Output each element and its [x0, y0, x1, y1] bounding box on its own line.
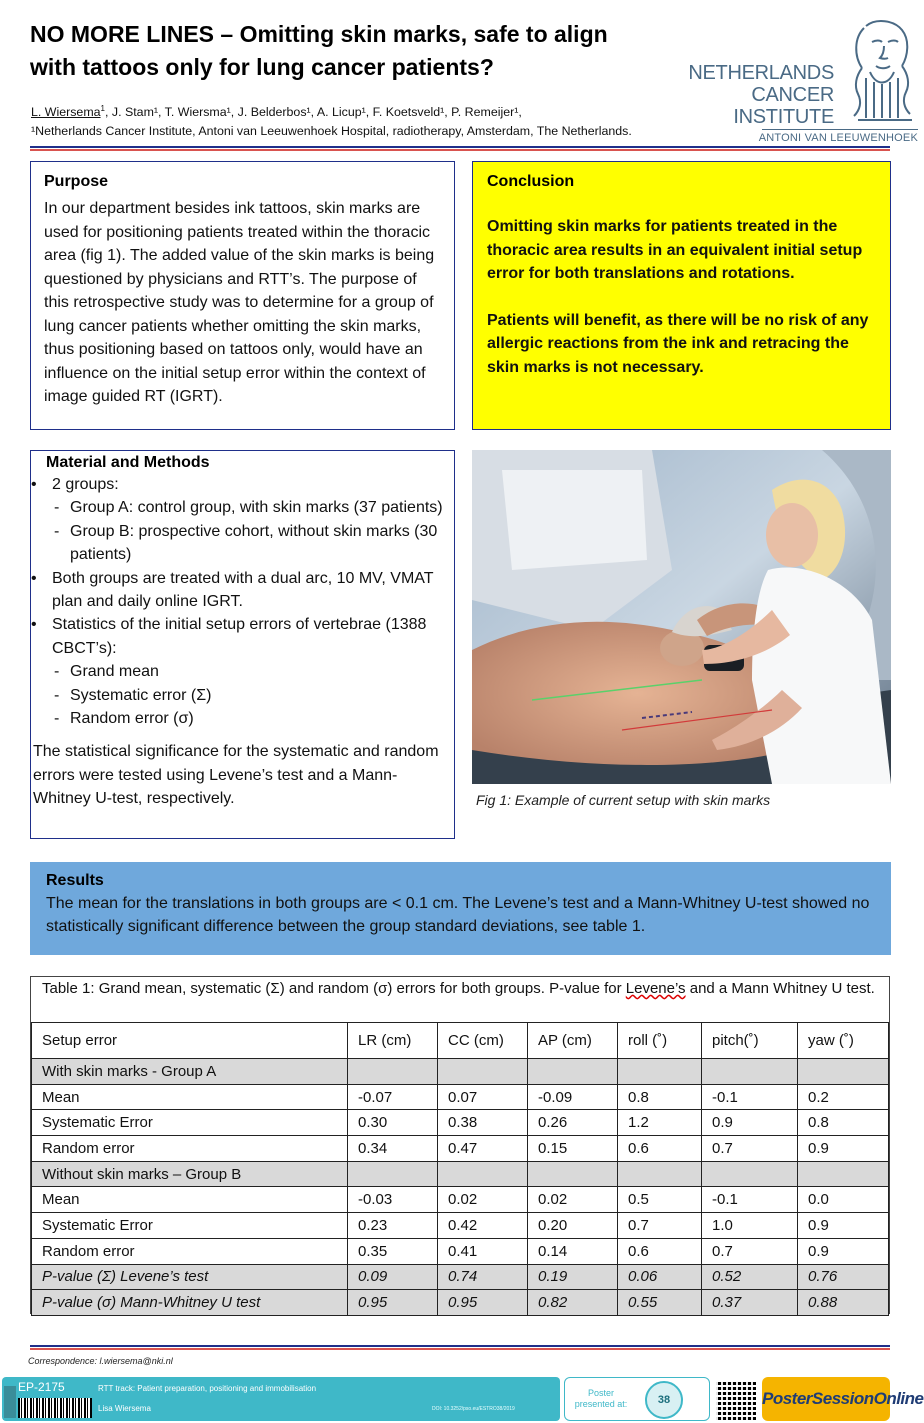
row-label-cell: Systematic Error — [32, 1213, 348, 1239]
row-label-cell: Random error — [32, 1238, 348, 1264]
logo-line-2: CANCER — [751, 84, 834, 106]
results-heading: Results — [46, 872, 104, 889]
results-section — [30, 862, 891, 955]
list-item: - Random error (σ) — [31, 707, 454, 730]
doi-label: DOI: 10.3252/pso.eu/ESTRO38/2019 — [432, 1406, 515, 1412]
leeuwenhoek-portrait-icon — [836, 16, 916, 128]
value-cell: 0.47 — [438, 1136, 528, 1162]
row-label-cell: Mean — [32, 1187, 348, 1213]
results-table-block — [30, 976, 890, 1314]
value-cell: 1.0 — [702, 1213, 798, 1239]
methods-closing: The statistical significance for the systematic and random errors were tested using Levene’s test and a Mann-Whitney U-test, respectively. — [33, 743, 439, 808]
other-authors: , J. Stam¹, T. Wiersma¹, J. Belderbos¹, A. Licup¹, F. Koetsveld¹, P. Remeijer¹, — [105, 105, 522, 120]
list-item: - Group B: prospective cohort, without skin marks (30 patients) — [31, 520, 454, 567]
value-cell: -0.07 — [348, 1084, 438, 1110]
value-cell: 0.88 — [798, 1290, 889, 1316]
purpose-text: In our department besides ink tattoos, skin marks are used for positioning patients treated within the thoracic area (fig 1). The added value of the skin marks is being questioned by physicians and RTT’s. The purpose of this retrospective study was to determine for a group of lung cancer patients whether omitting the skin marks, thus positioning based on tattoos only, would have an influence on the initial setup error within the context of image guided RT (IGRT). — [44, 200, 435, 405]
value-cell — [438, 1161, 528, 1187]
logo-line-1: NETHERLANDS — [688, 62, 834, 84]
list-item: • Both groups are treated with a dual arc, 10 MV, VMAT plan and daily online IGRT. — [31, 567, 454, 614]
value-cell: 0.26 — [528, 1110, 618, 1136]
presented-at-box — [564, 1377, 710, 1421]
row-label-cell: P-value (Σ) Levene’s test — [32, 1264, 348, 1290]
table-row — [32, 1084, 889, 1110]
table-row — [32, 1136, 889, 1162]
value-cell: 0.23 — [348, 1213, 438, 1239]
poster-code-side-tab — [4, 1386, 16, 1418]
logo-line-4: ANTONI VAN LEEUWENHOEK — [758, 132, 918, 144]
value-cell: 0.7 — [702, 1136, 798, 1162]
value-cell: 0.0 — [798, 1187, 889, 1213]
list-item: • 2 groups: — [31, 473, 454, 496]
header-divider — [30, 146, 890, 151]
value-cell: CC (cm) — [438, 1023, 528, 1059]
treatment-setup-photo — [472, 450, 891, 784]
methods-section — [30, 450, 455, 839]
first-author: L. Wiersema — [31, 105, 101, 120]
value-cell — [528, 1161, 618, 1187]
table-row — [32, 1238, 889, 1264]
value-cell: 0.38 — [438, 1110, 528, 1136]
correspondence: Correspondence: l.wiersema@nki.nl — [28, 1356, 173, 1366]
table-row — [32, 1213, 889, 1239]
value-cell: 0.15 — [528, 1136, 618, 1162]
row-label-cell: Without skin marks – Group B — [32, 1161, 348, 1187]
value-cell: 0.09 — [348, 1264, 438, 1290]
value-cell: 0.42 — [438, 1213, 528, 1239]
row-label-cell: With skin marks - Group A — [32, 1059, 348, 1085]
list-item: - Grand mean — [31, 660, 454, 683]
value-cell: 0.2 — [798, 1084, 889, 1110]
value-cell — [702, 1059, 798, 1085]
value-cell: 0.02 — [528, 1187, 618, 1213]
value-cell: 0.8 — [798, 1110, 889, 1136]
value-cell — [438, 1059, 528, 1085]
title-line-2: with tattoos only for lung cancer patients? — [30, 54, 494, 80]
row-label-cell: P-value (σ) Mann-Whitney U test — [32, 1290, 348, 1316]
value-cell: 0.95 — [438, 1290, 528, 1316]
poster-title — [30, 18, 690, 84]
barcode-icon — [18, 1398, 92, 1418]
value-cell — [702, 1161, 798, 1187]
list-item: • Statistics of the initial setup errors of vertebrae (1388 CBCT’s): — [31, 613, 454, 660]
conclusion-para-1: Omitting skin marks for patients treated in the thoracic area results in an equivalent initial setup error for both translations and rotations. — [487, 218, 863, 282]
value-cell: -0.09 — [528, 1084, 618, 1110]
value-cell: 0.30 — [348, 1110, 438, 1136]
value-cell — [798, 1059, 889, 1085]
value-cell: 0.82 — [528, 1290, 618, 1316]
value-cell: 0.7 — [618, 1213, 702, 1239]
table-caption-part-1: Table 1: Grand mean, systematic (Σ) and random (σ) errors for both groups. P-value for — [42, 980, 626, 997]
value-cell: 0.6 — [618, 1238, 702, 1264]
value-cell — [618, 1161, 702, 1187]
table-pvalue-row — [32, 1290, 889, 1316]
list-item: - Group A: control group, with skin marks (37 patients) — [31, 496, 454, 519]
value-cell: 0.07 — [438, 1084, 528, 1110]
value-cell: 0.8 — [618, 1084, 702, 1110]
value-cell: 0.06 — [618, 1264, 702, 1290]
qr-code-icon[interactable] — [716, 1380, 756, 1420]
value-cell: 0.19 — [528, 1264, 618, 1290]
value-cell: 0.35 — [348, 1238, 438, 1264]
footer-divider — [30, 1345, 890, 1350]
table-pvalue-row — [32, 1264, 889, 1290]
value-cell — [798, 1161, 889, 1187]
value-cell — [348, 1161, 438, 1187]
value-cell — [618, 1059, 702, 1085]
author-block — [31, 99, 731, 141]
table-caption-part-2: Levene’s — [625, 980, 686, 997]
value-cell: 0.76 — [798, 1264, 889, 1290]
table-caption — [31, 977, 889, 1021]
table-caption-part-3: and a Mann Whitney U test. — [685, 980, 875, 997]
value-cell: 0.20 — [528, 1213, 618, 1239]
table-row — [32, 1110, 889, 1136]
value-cell: 0.7 — [702, 1238, 798, 1264]
brand-label: PosterSessionOnline — [762, 1389, 924, 1408]
estro-badge-icon: 38 — [645, 1381, 683, 1419]
value-cell: 0.55 — [618, 1290, 702, 1316]
track-label: RTT track: Patient preparation, positioning and immobilisation — [98, 1384, 317, 1393]
value-cell: 0.37 — [702, 1290, 798, 1316]
value-cell: 0.14 — [528, 1238, 618, 1264]
conclusion-para-2: Patients will benefit, as there will be no risk of any allergic reactions from the ink and retracing the skin marks is not necessary. — [487, 311, 869, 376]
row-label-cell: Systematic Error — [32, 1110, 348, 1136]
conclusion-section — [472, 161, 891, 430]
value-cell: -0.1 — [702, 1187, 798, 1213]
value-cell: roll (˚) — [618, 1023, 702, 1059]
purpose-section — [30, 161, 455, 430]
purpose-heading: Purpose — [44, 173, 109, 190]
value-cell: 0.52 — [702, 1264, 798, 1290]
value-cell: AP (cm) — [528, 1023, 618, 1059]
logo-line-3: INSTITUTE — [733, 106, 834, 128]
value-cell: 0.95 — [348, 1290, 438, 1316]
value-cell: 0.6 — [618, 1136, 702, 1162]
value-cell: LR (cm) — [348, 1023, 438, 1059]
table-group-row — [32, 1059, 889, 1085]
list-item: - Systematic error (Σ) — [31, 684, 454, 707]
value-cell: pitch(˚) — [702, 1023, 798, 1059]
value-cell — [348, 1059, 438, 1085]
figure-1-photo — [472, 450, 891, 784]
poster-code: EP-2175 — [18, 1380, 65, 1394]
affiliation: ¹Netherlands Cancer Institute, Antoni van Leeuwenhoek Hospital, radiotherapy, Amsterdam, The Netherlands. — [31, 124, 632, 139]
value-cell: 0.9 — [798, 1238, 889, 1264]
row-label-cell: Setup error — [32, 1023, 348, 1059]
results-text: The mean for the translations in both groups are < 0.1 cm. The Levene’s test and a Mann-Whitney U-test showed no statistically significant difference between the group standard deviations, see table 1. — [46, 895, 870, 935]
value-cell: 0.74 — [438, 1264, 528, 1290]
methods-heading: Material and Methods — [46, 454, 210, 471]
value-cell: yaw (˚) — [798, 1023, 889, 1059]
poster-session-online-logo[interactable] — [762, 1377, 924, 1421]
value-cell: -0.03 — [348, 1187, 438, 1213]
value-cell: 0.9 — [798, 1136, 889, 1162]
value-cell: -0.1 — [702, 1084, 798, 1110]
value-cell — [528, 1059, 618, 1085]
table-row — [32, 1187, 889, 1213]
figure-caption: Fig 1: Example of current setup with skin marks — [476, 792, 771, 808]
value-cell: 0.5 — [618, 1187, 702, 1213]
table-group-row — [32, 1161, 889, 1187]
poster-code-block — [4, 1380, 92, 1420]
value-cell: 0.41 — [438, 1238, 528, 1264]
row-label-cell: Random error — [32, 1136, 348, 1162]
footer-author: Lisa Wiersema — [98, 1404, 151, 1413]
nki-logo — [688, 12, 920, 145]
value-cell: 0.9 — [702, 1110, 798, 1136]
title-line-1: NO MORE LINES – Omitting skin marks, safe to align — [30, 21, 608, 47]
logo-rule — [762, 129, 918, 130]
author-list: L. Wiersema$^1$, J. Stam¹, T. Wiersma¹, J. Belderbos¹, A. Licup¹, F. Koetsveld¹, P. Remeijer¹, — [31, 104, 522, 120]
conclusion-heading: Conclusion — [487, 173, 575, 190]
value-cell: 0.02 — [438, 1187, 528, 1213]
value-cell: 1.2 — [618, 1110, 702, 1136]
value-cell: 0.34 — [348, 1136, 438, 1162]
value-cell: 0.9 — [798, 1213, 889, 1239]
methods-list — [31, 473, 454, 730]
row-label-cell: Mean — [32, 1084, 348, 1110]
table-header-row — [32, 1023, 889, 1059]
presented-label: Poster presented at: — [574, 1388, 628, 1409]
results-table — [31, 1022, 889, 1316]
